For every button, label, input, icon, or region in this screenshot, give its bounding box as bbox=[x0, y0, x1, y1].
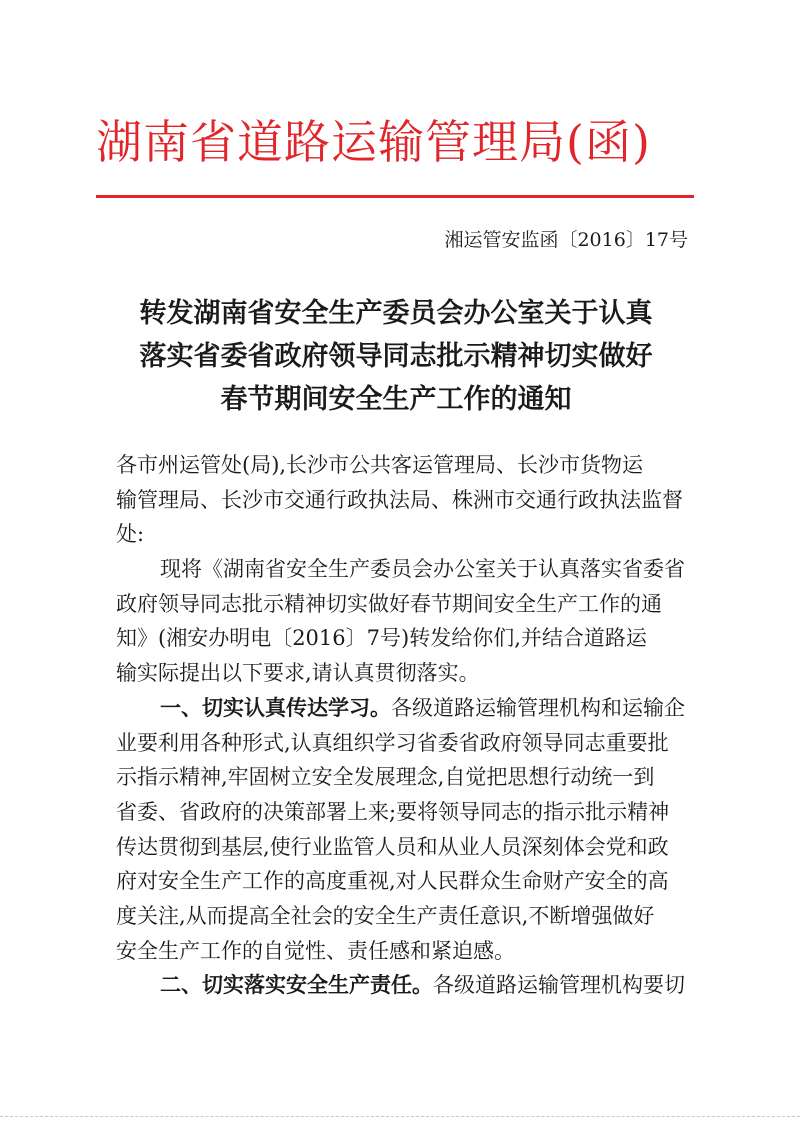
issuer-header-title: 湖南省道路运输管理局(函) bbox=[96, 115, 651, 169]
section1-line: 安全生产工作的自觉性、责任感和紧迫感。 bbox=[116, 938, 515, 963]
section1-heading: 一、切实认真传达学习。 bbox=[160, 694, 391, 720]
recipients-line: 处: bbox=[116, 522, 145, 547]
section1-line: 府对安全生产工作的高度重视,对人民群众生命财产安全的高 bbox=[116, 869, 669, 894]
section2-text: 各级道路运输管理机构要切 bbox=[433, 973, 685, 998]
intro-line: 现将《湖南省安全生产委员会办公室关于认真落实省委省 bbox=[160, 557, 685, 582]
section1-text: 各级道路运输管理机构和运输企 bbox=[391, 695, 685, 720]
recipients-line: 各市州运管处(局),长沙市公共客运管理局、长沙市货物运 bbox=[116, 453, 644, 477]
notice-title-line: 转发湖南省安全生产委员会办公室关于认真 bbox=[139, 298, 653, 329]
intro-line: 知》(湘安办明电〔2016〕7号)转发给你们,并结合道路运 bbox=[116, 626, 647, 651]
intro-line: 政府领导同志批示精神切实做好春节期间安全生产工作的通 bbox=[116, 591, 662, 616]
document-body bbox=[116, 448, 688, 1003]
document-number: 湘运管安监函〔2016〕17号 bbox=[444, 229, 688, 251]
notice-title bbox=[96, 292, 696, 421]
section1-first-line bbox=[116, 691, 688, 726]
section1-line: 传达贯彻到基层,使行业监管人员和从业人员深刻体会党和政 bbox=[116, 834, 669, 859]
section1-line: 省委、省政府的决策部署上来;要将领导同志的指示批示精神 bbox=[116, 799, 670, 824]
section1-line: 度关注,从而提高全社会的安全生产责任意识,不断增强做好 bbox=[116, 903, 655, 928]
section2-heading: 二、切实落实安全生产责任。 bbox=[160, 972, 433, 998]
section1-line: 业要利用各种形式,认真组织学习省委省政府领导同志重要批 bbox=[116, 730, 669, 755]
section1-line: 示指示精神,牢固树立安全发展理念,自觉把思想行动统一到 bbox=[116, 765, 655, 790]
section2-first-line bbox=[116, 968, 688, 1003]
header-red-rule bbox=[96, 195, 694, 198]
notice-title-line: 春节期间安全生产工作的通知 bbox=[220, 384, 572, 415]
scan-edge-divider bbox=[0, 1116, 800, 1131]
intro-line: 输实际提出以下要求,请认真贯彻落实。 bbox=[116, 661, 480, 686]
notice-title-line: 落实省委省政府领导同志批示精神切实做好 bbox=[139, 341, 653, 372]
recipients-line: 输管理局、长沙市交通行政执法局、株洲市交通行政执法监督 bbox=[116, 487, 683, 512]
